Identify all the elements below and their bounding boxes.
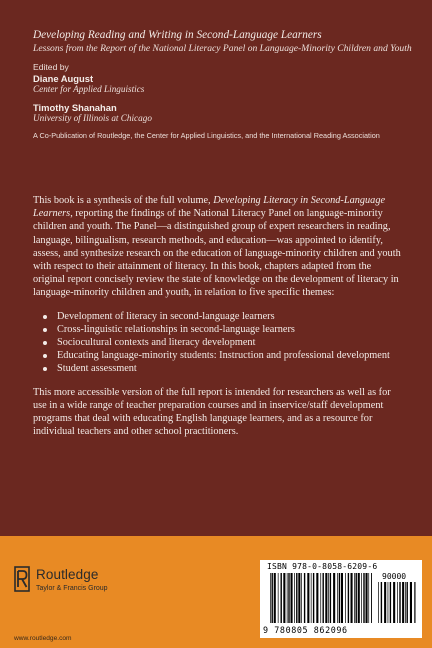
- isbn-barcode: [260, 560, 422, 638]
- editor-affiliation: Center for Applied Linguistics: [33, 83, 145, 94]
- closing-paragraph: This more accessible version of the full report is intended for researchers as well as for use in a wide range of teacher preparation courses and in inservice/staff development programs that deal with educating English language learners, and as a resource for individual teachers and other school practitioners.: [33, 386, 391, 438]
- book-subtitle: Lessons from the Report of the National Literacy Panel on Language-Minority Children and Youth: [33, 43, 412, 54]
- routledge-logo-icon: [14, 566, 30, 592]
- editor-affiliation: University of Illinois at Chicago: [33, 112, 152, 123]
- list-item: Sociocultural contexts and literacy development: [43, 336, 405, 349]
- editor-name: Diane August: [33, 72, 94, 84]
- publisher-logo: [14, 566, 124, 608]
- cover-description: [33, 194, 405, 438]
- intro-paragraph: This book is a synthesis of the full volume, Developing Literacy in Second-Language Learners, reporting the findings of the National Literacy Panel on language-minority children and youth. The Panel—a distinguished group of expert researchers in reading, language, bilingualism, research methods, and education—was appointed to identify, assess, and synthesize research on the education of language-minority children and youth with respect to their attainment of literacy. In this book, chapters adapted from the original report concisely review the state of knowledge on the development of literacy in language-minority children and youth, in relation to five specific themes:: [33, 195, 401, 299]
- barcode-addon-number: 90000: [382, 572, 407, 581]
- full-volume-title: Developing Literacy in Second-Language Learners: [33, 195, 386, 220]
- barcode-addon-icon: [378, 582, 416, 623]
- list-item: Cross-linguistic relationships in second-language learners: [43, 323, 405, 336]
- list-item: Student assessment: [43, 362, 405, 375]
- publisher-footer: [0, 536, 432, 648]
- publisher-name: Routledge: [36, 567, 99, 582]
- list-item: Educating language-minority students: Instruction and professional development: [43, 349, 405, 362]
- publisher-url[interactable]: www.routledge.com: [14, 635, 72, 642]
- barcode-digits: 9 780805 862096: [263, 625, 348, 635]
- cover-header: [33, 28, 413, 141]
- book-title: Developing Reading and Writing in Second-Language Learners: [33, 29, 322, 41]
- themes-list: [33, 310, 405, 376]
- list-item: Development of literacy in second-language learners: [43, 310, 405, 323]
- barcode-main-icon: [270, 573, 372, 623]
- publisher-group: Taylor & Francis Group: [36, 585, 108, 592]
- copublication-note: A Co-Publication of Routledge, the Center for Applied Linguistics, and the International Reading Association: [33, 130, 380, 140]
- edited-by-label: Edited by: [33, 61, 69, 72]
- editor-name: Timothy Shanahan: [33, 101, 117, 113]
- isbn-number: ISBN 978-0-8058-6209-6: [267, 562, 378, 571]
